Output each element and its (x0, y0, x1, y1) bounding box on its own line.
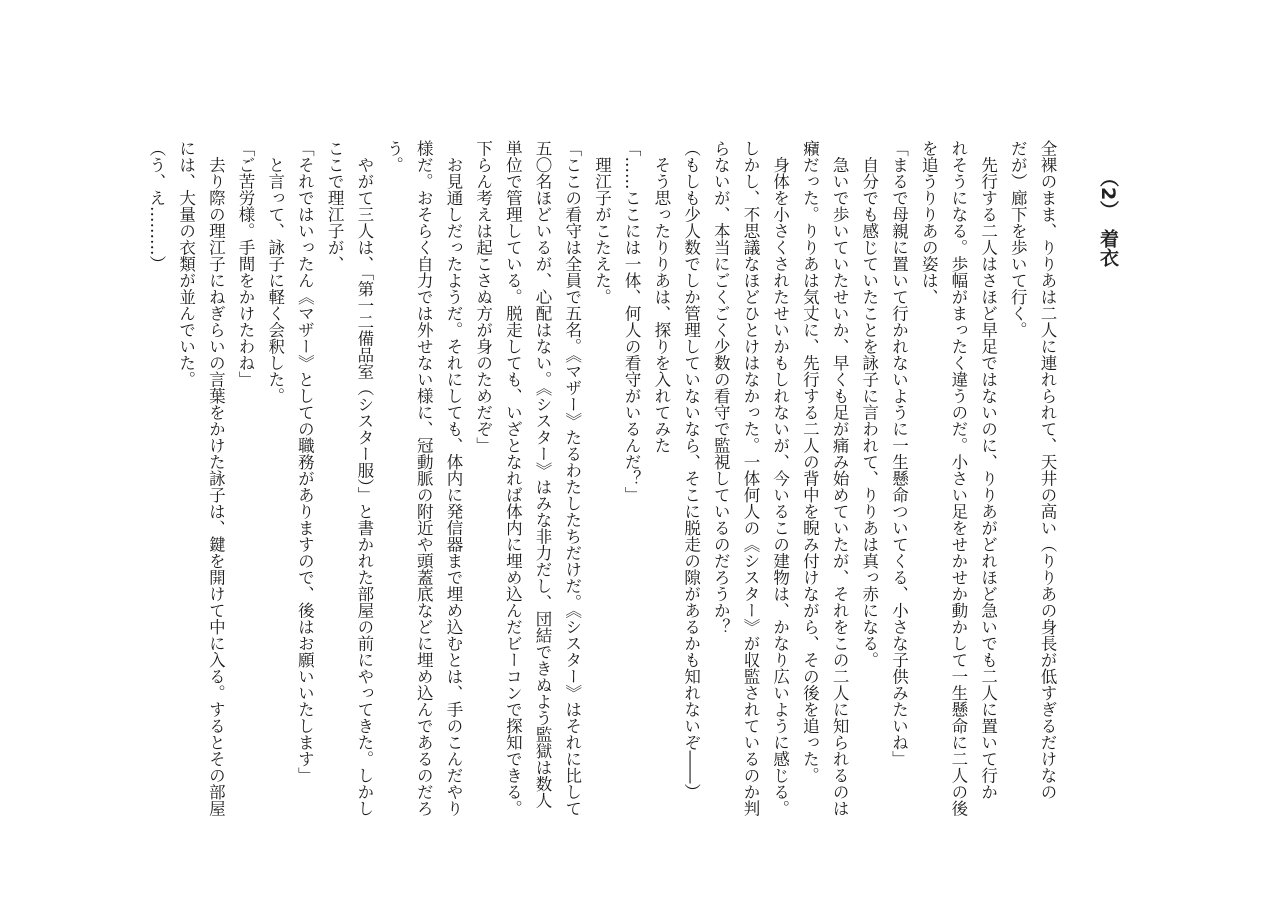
text-line: ここで理江子が、 (325, 140, 345, 272)
text-line: 単位で管理している。脱走しても、いざとなれば体内に埋め込んだビーコンで探知できる。 (503, 140, 523, 817)
text-line: 「……ここには一体、何人の看守がいるんだ？」 (622, 140, 642, 503)
chapter-heading: （2） 着衣 (1097, 168, 1119, 267)
text-line: しかし、不思議なほどひとけはなかった。一体何人の《シスター》が収監されているのか判 (740, 140, 760, 817)
body-text (146, 140, 1062, 817)
text-line: 理江子がこたえた。 (592, 140, 612, 305)
text-line: やがて三人は、「第一二備品室（シスター服）」と書かれた部屋の前にやってきた。しかし (354, 140, 374, 817)
text-line: には、大量の衣類が並んでいた。 (176, 140, 196, 388)
text-line: 先行する二人はさほど早足ではないのに、りりあがどれほど急いでも二人に置いて行か (978, 140, 998, 800)
text-line: （う、え………） (146, 140, 166, 272)
text-line: 全裸のまま、りりあは二人に連れられて、天井の高い（りりあの身長が低すぎるだけなの (1038, 140, 1057, 800)
text-line: 五〇名ほどいるが、心配はない。《シスター》はみな非力だし、団結できぬよう監獄は数人 (533, 140, 553, 809)
text-line: らないが、本当にごくごく少数の看守で監視しているのだろうか？ (711, 140, 731, 635)
text-line: 急いで歩いていたせいか、早くも足が痛み始めていたが、それをこの二人に知られるのは (830, 140, 850, 817)
text-line: そう思ったりりあは、探りを入れてみた (651, 140, 671, 454)
text-line: お見通しだったようだ。それにしても、体内に発信器まで埋め込むとは、手のこんだやり (443, 140, 463, 817)
text-line: 様だ。おそらく自力では外せない様に、冠動脈の附近や頭蓋底などに埋め込んであるのだろ (414, 140, 434, 817)
text-line: 去り際の理江子にねぎらいの言葉をかけた詠子は、鍵を開けて中に入る。するとその部屋 (206, 140, 226, 817)
text-line: と言って、詠子に軽く会釈した。 (265, 140, 285, 404)
text-line: う。 (384, 140, 404, 173)
text-line: だが）廊下を歩いて行く。 (1008, 140, 1028, 338)
text-line: 「それではいったん《マザー》としての職務がありますので、後はお願いいたします」 (295, 140, 315, 784)
text-line: を追うりりあの姿は、 (919, 140, 939, 305)
text-line: 「ここの看守は全員で五名。《マザー》たるわたしたちだけだ。《シスター》はそれに比して (562, 140, 582, 817)
text-line: （もしも少人数でしか管理していないなら、そこに脱走の隙があるかも知れないぞ――） (681, 140, 701, 800)
text-line: 「ご苦労様。手間をかけたわね」 (236, 140, 256, 388)
text-line: 下らん考えは起こさぬ方が身のためだぞ」 (473, 140, 493, 454)
text-line: 「まるで母親に置いて行かれないように一生懸命ついてくる、小さな子供みたいね」 (889, 140, 909, 767)
text-line: 自分でも感じていたことを詠子に言われて、りりあは真っ赤になる。 (859, 140, 879, 668)
text-line: 癪だった。りりあは気丈に、先行する二人の背中を睨み付けながら、その後を追った。 (800, 140, 820, 784)
text-line: 身体を小さくされたせいかもしれないが、今いるこの建物は、かなり広いように感じる。 (770, 140, 790, 817)
text-line: れそうになる。歩幅がまったく違うのだ。小さい足をせかせか動かして一生懸命に二人の後 (948, 140, 968, 817)
